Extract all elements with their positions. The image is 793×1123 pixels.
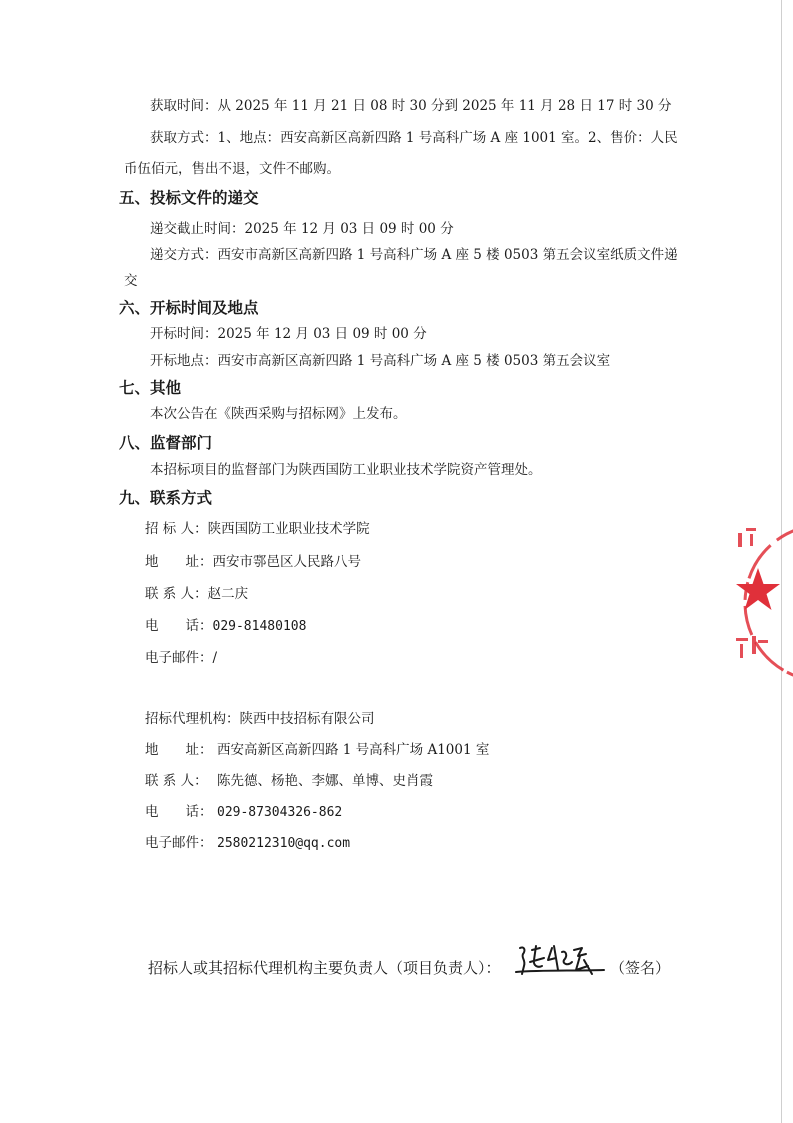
section8-heading: 八、监督部门 [119, 434, 213, 452]
tenderer-name: 陕西国防工业职业技术学院 [207, 521, 370, 537]
tenderer-contact-row [145, 585, 248, 603]
tenderer-phone-label: 电 话： [145, 618, 213, 634]
agency-contact: 陈先德、杨艳、李娜、单博、史肖霞 [217, 773, 433, 789]
tenderer-address-label: 地 址： [145, 554, 213, 570]
tenderer-email-row [145, 649, 217, 667]
opening-place: 开标地点：西安市高新区高新四路 1 号高科广场 A 座 5 楼 0503 第五会议室 [150, 353, 611, 369]
official-seal [728, 508, 793, 698]
tenderer-contact-label: 联 系 人： [145, 586, 208, 602]
agency-name: 陕西中技招标有限公司 [239, 711, 375, 727]
agency-email: 2580212310@qq.com [217, 836, 351, 851]
agency-contact-row [145, 772, 433, 790]
section5-heading: 五、投标文件的递交 [119, 189, 259, 207]
tenderer-phone-row [145, 617, 306, 636]
tenderer-address-row [145, 553, 361, 571]
agency-phone: 029-87304326-862 [217, 805, 343, 820]
tenderer-name-row [145, 520, 370, 538]
agency-name-row [145, 710, 375, 728]
acquire-method-line1: 获取方式：1、地点：西安高新区高新四路 1 号高科广场 A 座 1001 室。2、售价：人民 [150, 130, 678, 146]
agency-address-row [145, 741, 489, 759]
agency-contact-label: 联 系 人： [145, 773, 208, 789]
agency-phone-row [145, 803, 342, 822]
submit-method-line1: 递交方式：西安市高新区高新四路 1 号高科广场 A 座 5 楼 0503 第五会议室纸质文件递 [150, 247, 678, 263]
signature-suffix: （签名） [610, 959, 671, 977]
agency-email-label: 电子邮件： [145, 835, 213, 851]
agency-name-label: 招标代理机构： [145, 711, 240, 727]
submit-deadline: 递交截止时间：2025 年 12 月 03 日 09 时 00 分 [150, 221, 454, 237]
tenderer-phone: 029-81480108 [212, 619, 307, 634]
other-text: 本次公告在《陕西采购与招标网》上发布。 [150, 406, 407, 422]
signature-caption: 招标人或其招标代理机构主要负责人（项目负责人）： [148, 959, 501, 977]
acquire-method-line2: 币伍佰元，售出不退，文件不邮购。 [124, 161, 340, 177]
section6-heading: 六、开标时间及地点 [119, 299, 259, 317]
agency-address-label: 地 址： [145, 742, 213, 758]
submit-method-line2: 交 [124, 273, 138, 289]
agency-phone-label: 电 话： [145, 804, 213, 820]
tenderer-contact: 赵二庆 [207, 586, 249, 602]
supervision-text: 本招标项目的监督部门为陕西国防工业职业技术学院资产管理处。 [150, 462, 542, 478]
section7-heading: 七、其他 [119, 379, 182, 397]
acquire-time: 获取时间：从 2025 年 11 月 21 日 08 时 30 分到 2025 年 11 月 28 日 17 时 30 分 [150, 98, 672, 114]
tenderer-name-label: 招 标 人： [145, 521, 208, 537]
agency-email-row [145, 834, 350, 853]
section9-heading: 九、联系方式 [119, 489, 213, 507]
handwritten-signature [512, 940, 608, 980]
agency-address: 西安高新区高新四路 1 号高科广场 A1001 室 [217, 742, 490, 758]
signature-line [148, 958, 501, 978]
opening-time: 开标时间：2025 年 12 月 03 日 09 时 00 分 [150, 326, 427, 342]
tenderer-address: 西安市鄠邑区人民路八号 [212, 554, 361, 570]
tenderer-email: / [212, 650, 218, 666]
tenderer-email-label: 电子邮件： [145, 650, 213, 666]
